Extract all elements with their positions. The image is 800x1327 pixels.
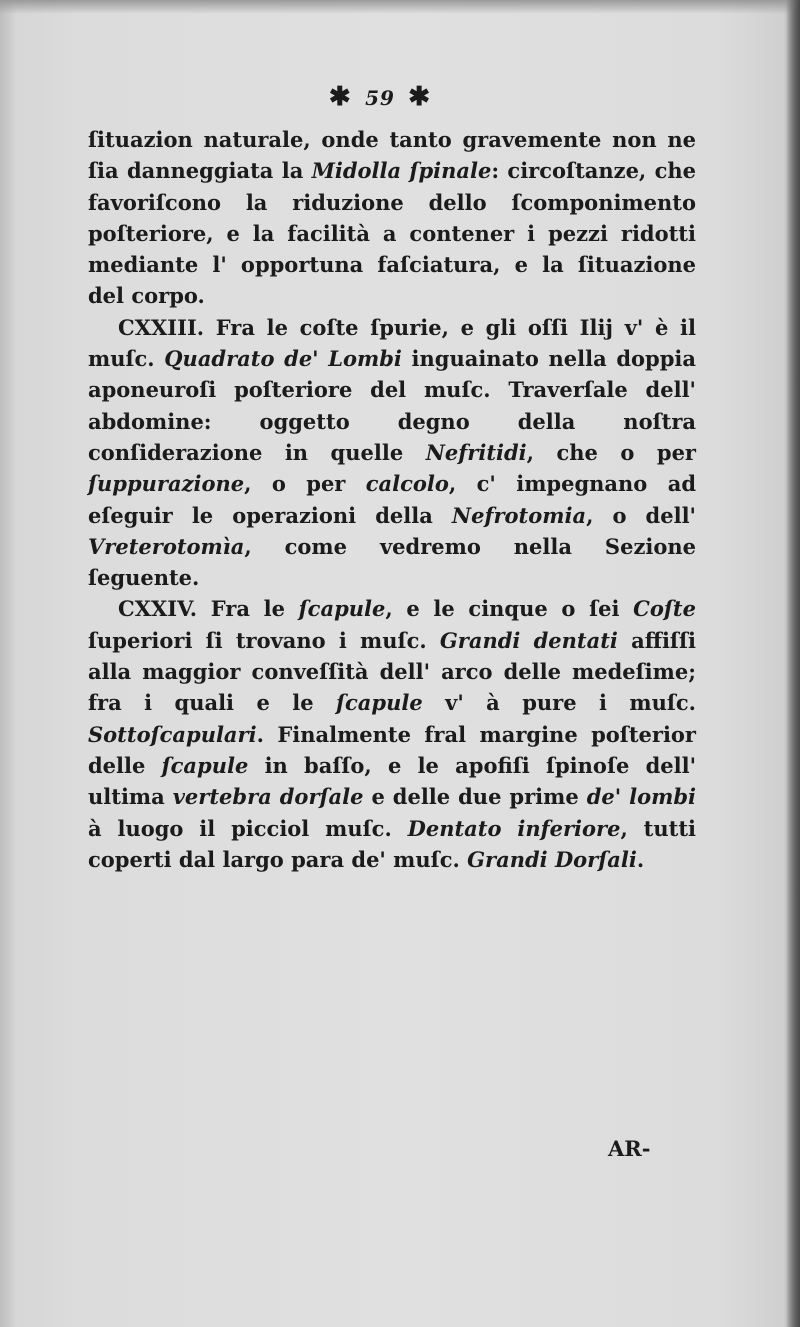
text-run: : circoſtanze, che favoriſcono la riduzione dello ſcomponimento poſteriore, e la facilità a contener i pezzi ridotti mediante l' opportuna faſciatura, e la ſituazione del corpo. xyxy=(88,158,696,309)
italic-term: ſcapule xyxy=(298,596,386,622)
text-run: , e le cinque o ſei xyxy=(385,596,634,622)
text-run: ſituazion naturale, onde tanto gravemente non ne ſia danneggiata la xyxy=(88,127,696,184)
text-run: , che o per xyxy=(526,439,696,465)
italic-term: Sottoſcapulari xyxy=(88,721,257,747)
page-body xyxy=(88,124,696,875)
italic-term: de' lombi xyxy=(586,784,696,810)
italic-term: Dentato inferiore xyxy=(407,815,621,841)
italic-term: Vreterotomìa xyxy=(88,533,245,559)
italic-term: Midolla ſpinale xyxy=(311,158,492,184)
italic-term: Coſte xyxy=(633,596,696,622)
text-run: ſuperiori ſi trovano i muſc. xyxy=(88,627,440,653)
text-run: in baſſo, e le apofiſi ſpinoſe dell' ultima xyxy=(88,752,697,810)
italic-term: Grandi Dorſali xyxy=(467,846,637,872)
text-run: affiſſi alla maggior conveſſità dell' arco delle medeſime; fra i quali e le xyxy=(88,627,696,716)
paragraph-cxxiii xyxy=(88,312,696,594)
italic-term: ſuppurazione xyxy=(88,471,245,497)
italic-term: Nefritidi xyxy=(425,439,527,465)
page-number: 59 xyxy=(365,86,395,110)
italic-term: ſcapule xyxy=(335,690,423,716)
page-header xyxy=(0,82,760,112)
text-run: e delle due prime xyxy=(363,784,587,810)
italic-term: calcolo xyxy=(365,471,449,497)
text-run: à luogo il picciol muſc. xyxy=(88,815,408,841)
text-run: inguainato nella doppia aponeuroſi poſteriore del muſc. Traverſale dell' abdomine: oggetto degno della noſtra conſiderazione in quelle xyxy=(88,346,696,465)
italic-term: Nefrotomia xyxy=(451,502,587,528)
paragraph-cxxiv xyxy=(88,593,696,875)
text-run: , o dell' xyxy=(586,502,696,528)
italic-term: ſcapule xyxy=(161,752,249,778)
text-run: , c' impegnano ad eſeguir le operazioni della xyxy=(88,471,696,528)
paragraph-1 xyxy=(88,124,696,312)
text-run: , tutti coperti dal largo para de' muſc. xyxy=(88,815,697,872)
text-run: , o per xyxy=(244,471,366,497)
asterisk-ornament-right-icon: ✱ xyxy=(408,82,432,112)
italic-term: Grandi dentati xyxy=(439,627,618,653)
italic-term: vertebra dorſale xyxy=(172,784,364,810)
asterisk-ornament-left-icon: ✱ xyxy=(328,82,352,112)
text-run: . Finalmente fral margine poſterior delle xyxy=(88,721,696,778)
text-run: CXXIII. Fra le coſte ſpurie, e gli oſſi Ilij v' è il muſc. xyxy=(88,314,696,372)
catchword: AR- xyxy=(608,1136,651,1161)
text-run: v' à pure i muſc. xyxy=(422,690,696,716)
text-run: . xyxy=(636,846,645,872)
text-run: CXXIV. Fra le xyxy=(118,596,299,622)
italic-term: Quadrato de' Lombi xyxy=(164,346,402,372)
text-run: , come vedremo nella Sezione ſeguente. xyxy=(88,533,696,591)
